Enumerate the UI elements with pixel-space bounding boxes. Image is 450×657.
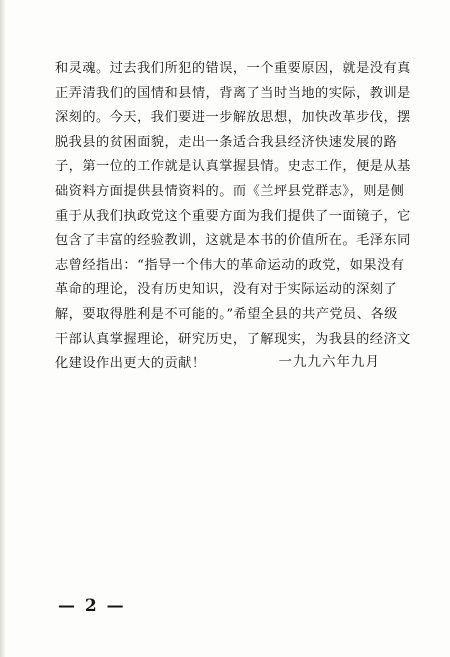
page-number: — 2 — — [58, 596, 126, 616]
document-date: 一九九六年九月 — [278, 354, 380, 370]
text-line: 脱我县的贫困面貌，走出一条适合我县经济快速发展的路 — [55, 134, 398, 150]
text-line: 础资料方面提供县情资料的。而《兰坪县党群志》，则是侧 — [55, 183, 405, 199]
text-line: 志曾经指出：“指导一个伟大的革命运动的政党，如果没有 — [55, 257, 405, 273]
text-line: 化建设作出更大的贡献！ — [55, 356, 206, 372]
page-edge-shadow — [0, 0, 6, 657]
text-line: 重于从我们执政党这个重要方面为我们提供了一面镜子，它 — [55, 208, 411, 224]
text-line: 和灵魂。过去我们所犯的错误，一个重要原因，就是没有真 — [55, 61, 411, 76]
text-line: 子，第一位的工作就是认真掌握县情。史志工作，便是从基 — [55, 159, 411, 175]
body-text — [55, 57, 415, 377]
text-line: 解，要取得胜利是不可能的。”希望全县的共产党员、各级 — [55, 306, 398, 322]
text-line: 包含了丰富的经验教训，这就是本书的价值所在。毛泽东同 — [55, 233, 411, 249]
text-line: 正弄清我们的国情和县情，背离了当时当地的实际，教训是 — [55, 85, 411, 101]
text-line: 革命的理论，没有历史知识，没有对于实际运动的深刻了 — [55, 282, 398, 298]
text-line: 干部认真掌握理论，研究历史，了解现实，为我县的经济文 — [55, 331, 411, 347]
text-line: 深刻的。今天，我们要进一步解放思想，加快改革步伐，摆 — [55, 110, 411, 126]
